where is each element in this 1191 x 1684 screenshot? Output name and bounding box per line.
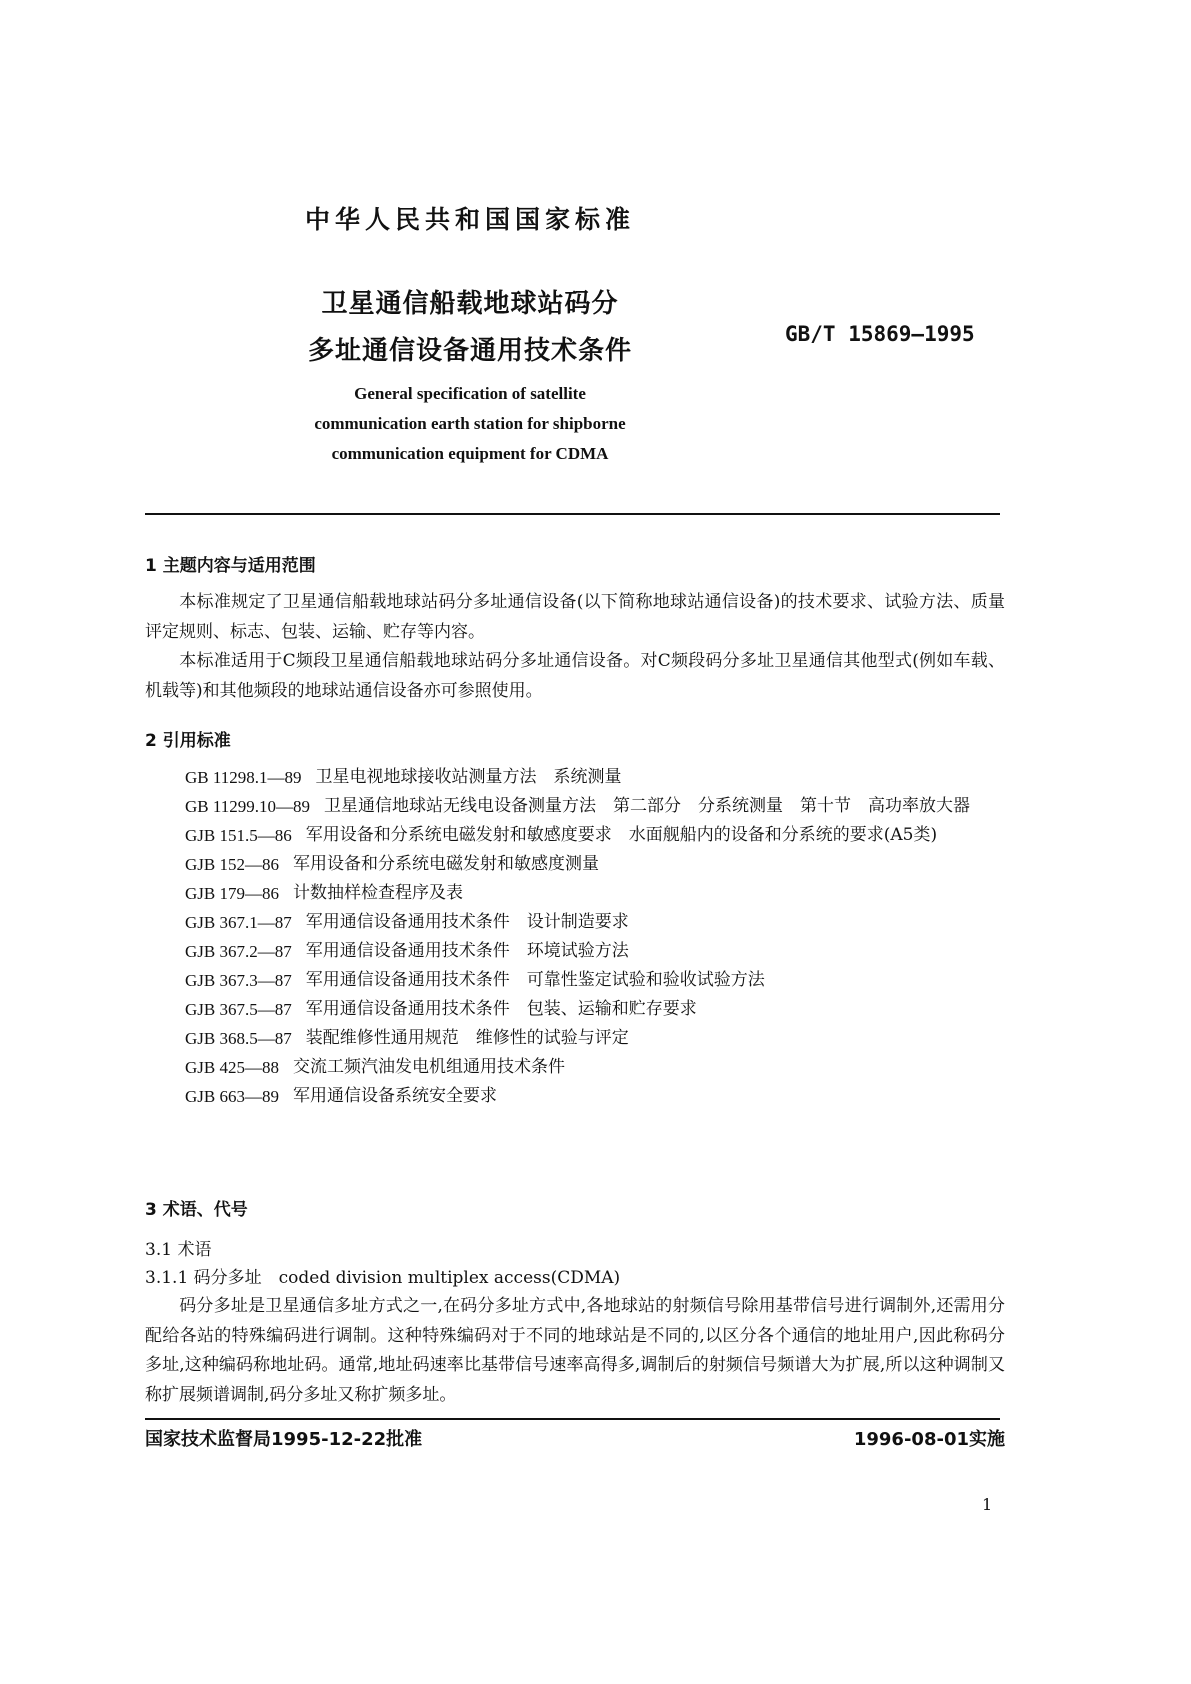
reference-code: GJB 368.5—87 [185,1029,292,1048]
section-1-heading: 1 主题内容与适用范围 [145,556,316,576]
reference-title: 装配维修性通用规范 维修性的试验与评定 [305,1028,629,1048]
footer-divider [145,1418,1000,1420]
reference-item [185,908,1005,937]
reference-title: 军用设备和分系统电磁发射和敏感度要求 水面舰船内的设备和分系统的要求(A5类) [305,825,938,845]
reference-item [185,995,1005,1024]
reference-code: GB 11299.10—89 [185,797,310,816]
paragraph-text: 本标准适用于C频段卫星通信船载地球站码分多址通信设备。对C频段码分多址卫星通信其他型式(例如车载、机载等)和其他频段的地球站通信设备亦可参照使用。 [145,651,1005,701]
reference-code: GJB 425—88 [185,1058,279,1077]
reference-code: GJB 367.3—87 [185,971,292,990]
reference-code: GJB 367.2—87 [185,942,292,961]
section-2-heading: 2 引用标准 [145,731,231,751]
paragraph-text: 本标准规定了卫星通信船载地球站码分多址通信设备(以下简称地球站通信设备)的技术要求、试验方法、质量评定规则、标志、包装、运输、贮存等内容。 [145,592,1005,642]
english-title-2: communication earth station for shipborne [314,414,626,433]
reference-title: 军用通信设备系统安全要求 [292,1086,497,1106]
section-3-heading: 3 术语、代号 [145,1200,248,1220]
reference-title: 军用通信设备通用技术条件 可靠性鉴定试验和验收试验方法 [305,970,765,990]
title-line-1: 卫星通信船载地球站码分 [321,289,619,319]
reference-code: GJB 367.5—87 [185,1000,292,1019]
reference-item [185,821,1005,850]
reference-item [185,850,1005,879]
reference-title: 军用通信设备通用技术条件 环境试验方法 [305,941,629,961]
reference-item [185,879,1005,908]
reference-item [185,966,1005,995]
reference-item [185,792,1005,821]
section-3-1-1-heading: 3.1.1 码分多址 coded division multiplex access(CDMA) [145,1268,621,1288]
reference-item [185,1024,1005,1053]
title-line-2: 多址通信设备通用技术条件 [307,336,632,366]
header-national-standard: 中华人民共和国国家标准 [304,205,635,234]
effective-date: 1996-08-01实施 [853,1429,1005,1450]
header-divider [145,513,1000,515]
reference-code: GJB 367.1—87 [185,913,292,932]
reference-title: 卫星通信地球站无线电设备测量方法 第二部分 分系统测量 第十节 高功率放大器 [324,796,970,816]
reference-list [185,763,1005,1111]
section-3-1-heading: 3.1 术语 [145,1240,212,1260]
reference-item [185,937,1005,966]
reference-title: 计数抽样检查程序及表 [292,883,463,903]
english-title-3: communication equipment for CDMA [331,444,609,463]
reference-item [185,1053,1005,1082]
reference-code: GJB 663—89 [185,1087,279,1106]
reference-code: GJB 152—86 [185,855,279,874]
reference-title: 交流工频汽油发电机组通用技术条件 [292,1057,565,1077]
english-title-1: General specification of satellite [354,384,586,403]
reference-code: GJB 151.5—86 [185,826,292,845]
section-1-paragraph-2 [145,647,1005,706]
reference-title: 军用通信设备通用技术条件 包装、运输和贮存要求 [305,999,697,1019]
section-1-paragraph-1 [145,588,1005,647]
reference-item [185,763,1005,792]
reference-code: GB 11298.1—89 [185,768,302,787]
approval-date: 国家技术监督局1995-12-22批准 [145,1429,423,1450]
cdma-definition-paragraph [145,1292,1005,1410]
reference-code: GJB 179—86 [185,884,279,903]
reference-title: 卫星电视地球接收站测量方法 系统测量 [315,767,622,787]
reference-title: 军用通信设备通用技术条件 设计制造要求 [305,912,629,932]
standard-number: GB/T 15869—1995 [785,322,975,346]
reference-item [185,1082,1005,1111]
reference-title: 军用设备和分系统电磁发射和敏感度测量 [292,854,599,874]
paragraph-text: 码分多址是卫星通信多址方式之一,在码分多址方式中,各地球站的射频信号除用基带信号进行调制外,还需用分配给各站的特殊编码进行调制。这种特殊编码对于不同的地球站是不同的,以区分各个通信的地址用户,因此称码分多址,这种编码称地址码。通常,地址码速率比基带信号速率高得多,调制后的射频信号频谱大为扩展,所以这种调制又称扩展频谱调制,码分多址又称扩频多址。 [145,1296,1005,1405]
page-number: 1 [982,1495,993,1514]
